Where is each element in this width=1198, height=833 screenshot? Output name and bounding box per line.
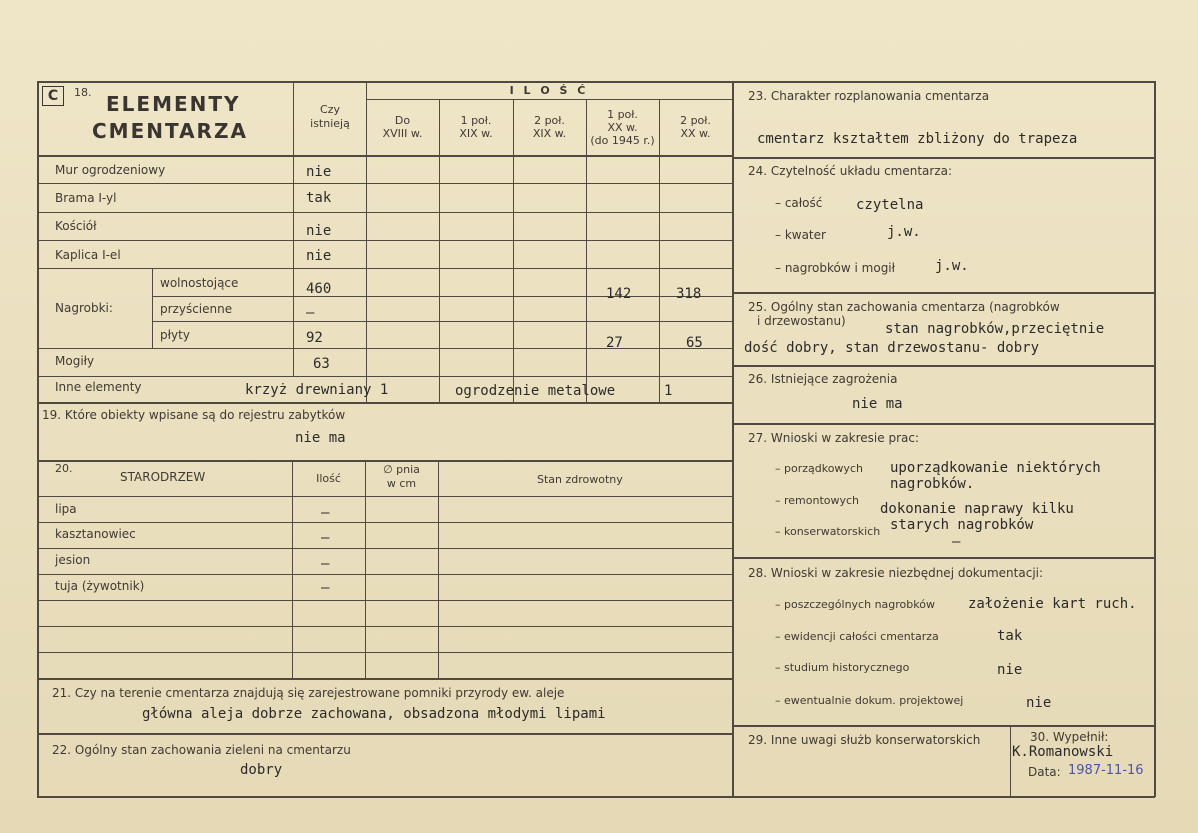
line xyxy=(37,626,732,627)
q20-row-jesion: jesion xyxy=(55,553,91,567)
frame-bottom xyxy=(37,796,1155,798)
line xyxy=(439,99,440,402)
header-period-4: 1 poł. XX w. (do 1945 r.) xyxy=(590,108,655,147)
row-label-kaplica: Kaplica I-el xyxy=(55,248,121,262)
q28-c-value: nie xyxy=(997,662,1023,678)
section-title-line2: CMENTARZA xyxy=(92,119,248,143)
q20-col-pnia: ∅ pnia w cm xyxy=(383,463,420,490)
section-title-line1: ELEMENTY xyxy=(106,92,241,116)
q27-rem-value-1: dokonanie naprawy kilku xyxy=(880,501,1074,517)
line xyxy=(37,376,732,377)
section-number: 18. xyxy=(74,86,92,99)
row-label-kosciol: Kościół xyxy=(55,219,97,233)
line xyxy=(365,460,366,678)
section-letter-box: C xyxy=(42,86,64,106)
q25-label-1: 25. Ogólny stan zachowania cmentarza (nagrobków xyxy=(748,300,1060,314)
line xyxy=(732,423,1154,425)
row-value-mogily: 63 xyxy=(313,356,330,372)
q20-val-lipa: – xyxy=(321,505,330,521)
header-czy-istnieja: Czy istnieją xyxy=(310,103,350,130)
row-value-wolnostojace-2xx: 318 xyxy=(676,286,702,302)
frame-top xyxy=(37,81,1155,83)
q24-calosc-label: – całość xyxy=(775,196,823,210)
q24-kwater-value: j.w. xyxy=(887,224,921,240)
q20-col-starodrzew: STARODRZEW xyxy=(120,470,206,484)
q20-val-kasztanowiec: – xyxy=(321,530,330,546)
q30-date-value: 1987-11-16 xyxy=(1068,763,1144,778)
q25-label-2: i drzewostanu) xyxy=(757,314,846,328)
q24-kwater-label: – kwater xyxy=(775,228,826,242)
line xyxy=(1010,725,1011,796)
row-value-plyty-1945: 27 xyxy=(606,335,623,351)
column-divider xyxy=(732,81,734,797)
line xyxy=(37,212,732,213)
line xyxy=(37,183,732,184)
line xyxy=(513,99,514,402)
q20-val-tuja: – xyxy=(321,580,330,596)
row-label-mogily: Mogiły xyxy=(55,354,95,368)
line xyxy=(732,292,1154,294)
line xyxy=(37,348,732,349)
line xyxy=(37,548,732,549)
q19-value: nie ma xyxy=(295,430,346,446)
q28-a-value: założenie kart ruch. xyxy=(968,596,1137,612)
q28-b-label: – ewidencji całości cmentarza xyxy=(775,630,939,643)
frame-left xyxy=(37,81,39,797)
q28-d-value: nie xyxy=(1026,695,1052,711)
line xyxy=(37,652,732,653)
q20-row-kasztanowiec: kasztanowiec xyxy=(55,527,136,541)
row-value-plyty-2xx: 65 xyxy=(686,335,703,351)
q27-label: 27. Wnioski w zakresie prac: xyxy=(748,431,920,445)
q23-value: cmentarz kształtem zbliżony do trapeza xyxy=(757,131,1078,147)
line xyxy=(37,733,732,735)
q21-label: 21. Czy na terenie cmentarza znajdują się zarejestrowane pomniki przyrody ew. aleje xyxy=(52,686,565,700)
line xyxy=(152,296,732,297)
q20-col-ilosc: Ilość xyxy=(316,472,341,485)
line xyxy=(37,496,732,497)
line xyxy=(37,460,732,462)
q21-value: główna aleja dobrze zachowana, obsadzona młodymi lipami xyxy=(142,706,606,722)
line xyxy=(366,99,732,100)
row-value-brama: tak xyxy=(306,190,332,206)
header-ilosc: I L O Ś Ć xyxy=(509,84,589,97)
q29-label: 29. Inne uwagi służb konserwatorskich xyxy=(748,733,981,747)
q27-kons-value: – xyxy=(952,534,961,550)
q23-label: 23. Charakter rozplanowania cmentarza xyxy=(748,89,990,103)
q27-rem-value-2: starych nagrobków xyxy=(890,517,1034,533)
line xyxy=(37,402,732,404)
line xyxy=(37,678,732,680)
row-value-kosciol: nie xyxy=(306,223,332,239)
q27-rem-label: – remontowych xyxy=(775,494,860,507)
line xyxy=(732,365,1154,367)
row-label-plyty: płyty xyxy=(160,328,190,342)
line xyxy=(732,557,1154,559)
line xyxy=(292,460,293,678)
q20-row-lipa: lipa xyxy=(55,502,77,516)
row-label-przyscienne: przyścienne xyxy=(160,302,233,316)
q20-col-stan: Stan zdrowotny xyxy=(537,473,623,486)
header-period-2: 1 poł. XIX w. xyxy=(459,114,493,140)
line xyxy=(152,268,153,348)
row-value-plyty: 92 xyxy=(306,330,323,346)
line xyxy=(37,574,732,575)
q28-b-value: tak xyxy=(997,628,1023,644)
row-label-wolnostojace: wolnostojące xyxy=(160,276,239,290)
q27-porz-label: – porządkowych xyxy=(775,462,863,475)
q20-val-jesion: – xyxy=(321,556,330,572)
q28-a-label: – poszczególnych nagrobków xyxy=(775,598,935,611)
q26-value: nie ma xyxy=(852,396,903,412)
header-period-5: 2 poł. XX w. xyxy=(680,114,711,140)
line xyxy=(152,321,732,322)
row-value-inne-3: 1 xyxy=(664,383,673,399)
q27-kons-label: – konserwatorskich xyxy=(775,525,881,538)
q25-value-1: stan nagrobków,przeciętnie xyxy=(885,321,1105,337)
row-value-przyscienne: – xyxy=(306,305,315,321)
line xyxy=(37,240,732,241)
q20-row-tuja: tuja (żywotnik) xyxy=(55,579,145,593)
q22-value: dobry xyxy=(240,762,283,778)
row-label-inne: Inne elementy xyxy=(55,380,142,394)
line xyxy=(37,268,732,269)
row-value-wolnostojace-1945: 142 xyxy=(606,286,632,302)
line xyxy=(37,522,732,523)
line xyxy=(438,460,439,678)
q28-c-label: – studium historycznego xyxy=(775,661,910,674)
frame-right xyxy=(1154,81,1156,797)
q30-date-label: Data: xyxy=(1028,765,1061,779)
row-value-inne-2: ogrodzenie metalowe xyxy=(455,383,616,399)
q24-nagrobkow-label: – nagrobków i mogił xyxy=(775,261,896,275)
q28-label: 28. Wnioski w zakresie niezbędnej dokumentacji: xyxy=(748,566,1044,580)
row-value-inne-1: krzyż drewniany 1 xyxy=(245,382,389,398)
row-label-brama: Brama I-yl xyxy=(55,191,117,205)
line xyxy=(659,99,660,402)
line xyxy=(37,600,732,601)
q25-value-2: dość dobry, stan drzewostanu- dobry xyxy=(744,340,1040,356)
line xyxy=(732,725,1154,727)
q26-label: 26. Istniejące zagrożenia xyxy=(748,372,898,386)
row-value-kaplica: nie xyxy=(306,248,332,264)
row-label-mur: Mur ogrodzeniowy xyxy=(55,163,166,177)
q22-label: 22. Ogólny stan zachowania zieleni na cmentarzu xyxy=(52,743,351,757)
row-label-nagrobki: Nagrobki: xyxy=(55,301,113,315)
q27-porz-value-1: uporządkowanie niektórych xyxy=(890,460,1101,476)
header-period-1: Do XVIII w. xyxy=(382,114,423,140)
row-value-mur: nie xyxy=(306,164,332,180)
line xyxy=(37,155,732,157)
q30-name: K.Romanowski xyxy=(1012,744,1114,760)
q24-nagrobkow-value: j.w. xyxy=(935,258,969,274)
header-period-3: 2 poł. XIX w. xyxy=(532,114,567,140)
q24-calosc-value: czytelna xyxy=(856,197,924,213)
q30-label: 30. Wypełnił: xyxy=(1030,730,1109,744)
q27-porz-value-2: nagrobków. xyxy=(890,476,975,492)
row-value-wolnostojace: 460 xyxy=(306,281,332,297)
q20-number: 20. xyxy=(55,462,73,475)
q19-label: 19. Które obiekty wpisane są do rejestru zabytków xyxy=(42,408,346,422)
q28-d-label: – ewentualnie dokum. projektowej xyxy=(775,694,964,707)
q24-label: 24. Czytelność układu cmentarza: xyxy=(748,164,953,178)
line xyxy=(732,157,1154,159)
